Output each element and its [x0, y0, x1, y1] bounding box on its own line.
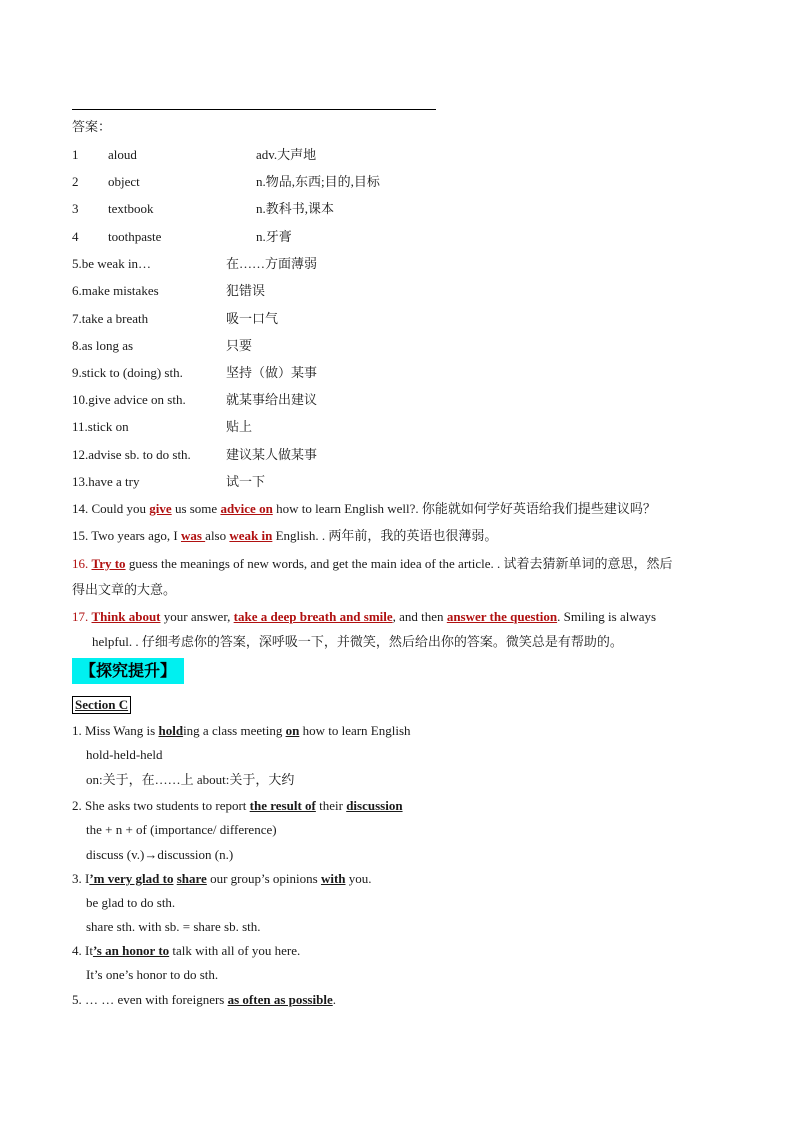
sentence-16: 16. Try to guess the meanings of new words, and get the main idea of the article. . 试着去猜新单词的意思，然后 [72, 556, 673, 571]
sentence-17: 17. Think about your answer, take a deep breath and smile, and then answer the question. Smiling is always [72, 609, 657, 624]
top-rule [72, 109, 436, 110]
phrase-row: 13.have a try 试一下 [72, 474, 266, 489]
phrase-row: 10.give advice on sth. 就某事给出建议 [72, 392, 318, 407]
phrase-row: 5.be weak in… 在……方面薄弱 [72, 256, 318, 271]
note-4: 4. It’s an honor to talk with all of you here. [72, 943, 301, 958]
note-1-sub: hold-held-held [86, 747, 163, 762]
note-3-sub: be glad to do sth. [86, 895, 176, 910]
vocab-row: 2 object n.物品,东西;目的,目标 [72, 174, 380, 189]
note-3-sub: share sth. with sb. = share sb. sth. [86, 919, 261, 934]
answer-label: 答案： [72, 119, 112, 134]
phrase-row: 11.stick on 贴上 [72, 419, 253, 434]
section-c-heading: Section C [72, 696, 131, 714]
vocab-row: 1 aloud adv.大声地 [72, 147, 317, 162]
phrase-row: 6.make mistakes 犯错误 [72, 283, 266, 298]
phrase-row: 9.stick to (doing) sth. 坚持（做）某事 [72, 365, 318, 380]
vocab-row: 4 toothpaste n.牙膏 [72, 229, 292, 244]
note-2: 2. She asks two students to report the result of their discussion [72, 798, 403, 813]
sentence-15: 15. Two years ago, I was also weak in English. . 两年前，我的英语也很薄弱。 [72, 528, 498, 543]
explore-heading: 【探究提升】 [72, 658, 184, 684]
phrase-row: 12.advise sb. to do sth. 建议某人做某事 [72, 447, 318, 462]
note-2-sub: the + n + of (importance/ difference) [86, 822, 277, 837]
phrase-row: 8.as long as 只要 [72, 338, 253, 353]
sentence-17-cont: helpful. . 仔细考虑你的答案，深呼吸一下，并微笑，然后给出你的答案。微笑总是有帮助的。 [92, 634, 623, 649]
sentence-14: 14. Could you give us some advice on how to learn English well?. 你能就如何学好英语给我们提些建议吗？ [72, 501, 656, 516]
note-2-sub: discuss (v.)→discussion (n.) [86, 847, 234, 862]
note-1: 1. Miss Wang is holding a class meeting on how to learn English [72, 723, 411, 738]
vocab-row: 3 textbook n.教科书,课本 [72, 201, 335, 216]
note-1-sub: on:关于，在……上 about:关于，大约 [86, 772, 295, 787]
sentence-16-cont: 得出文章的大意。 [72, 582, 177, 597]
note-5: 5. … … even with foreigners as often as possible. [72, 992, 336, 1007]
note-3: 3. I’m very glad to share our group’s opinions with you. [72, 871, 372, 886]
phrase-row: 7.take a breath 吸一口气 [72, 311, 279, 326]
note-4-sub: It’s one’s honor to do sth. [86, 967, 219, 982]
